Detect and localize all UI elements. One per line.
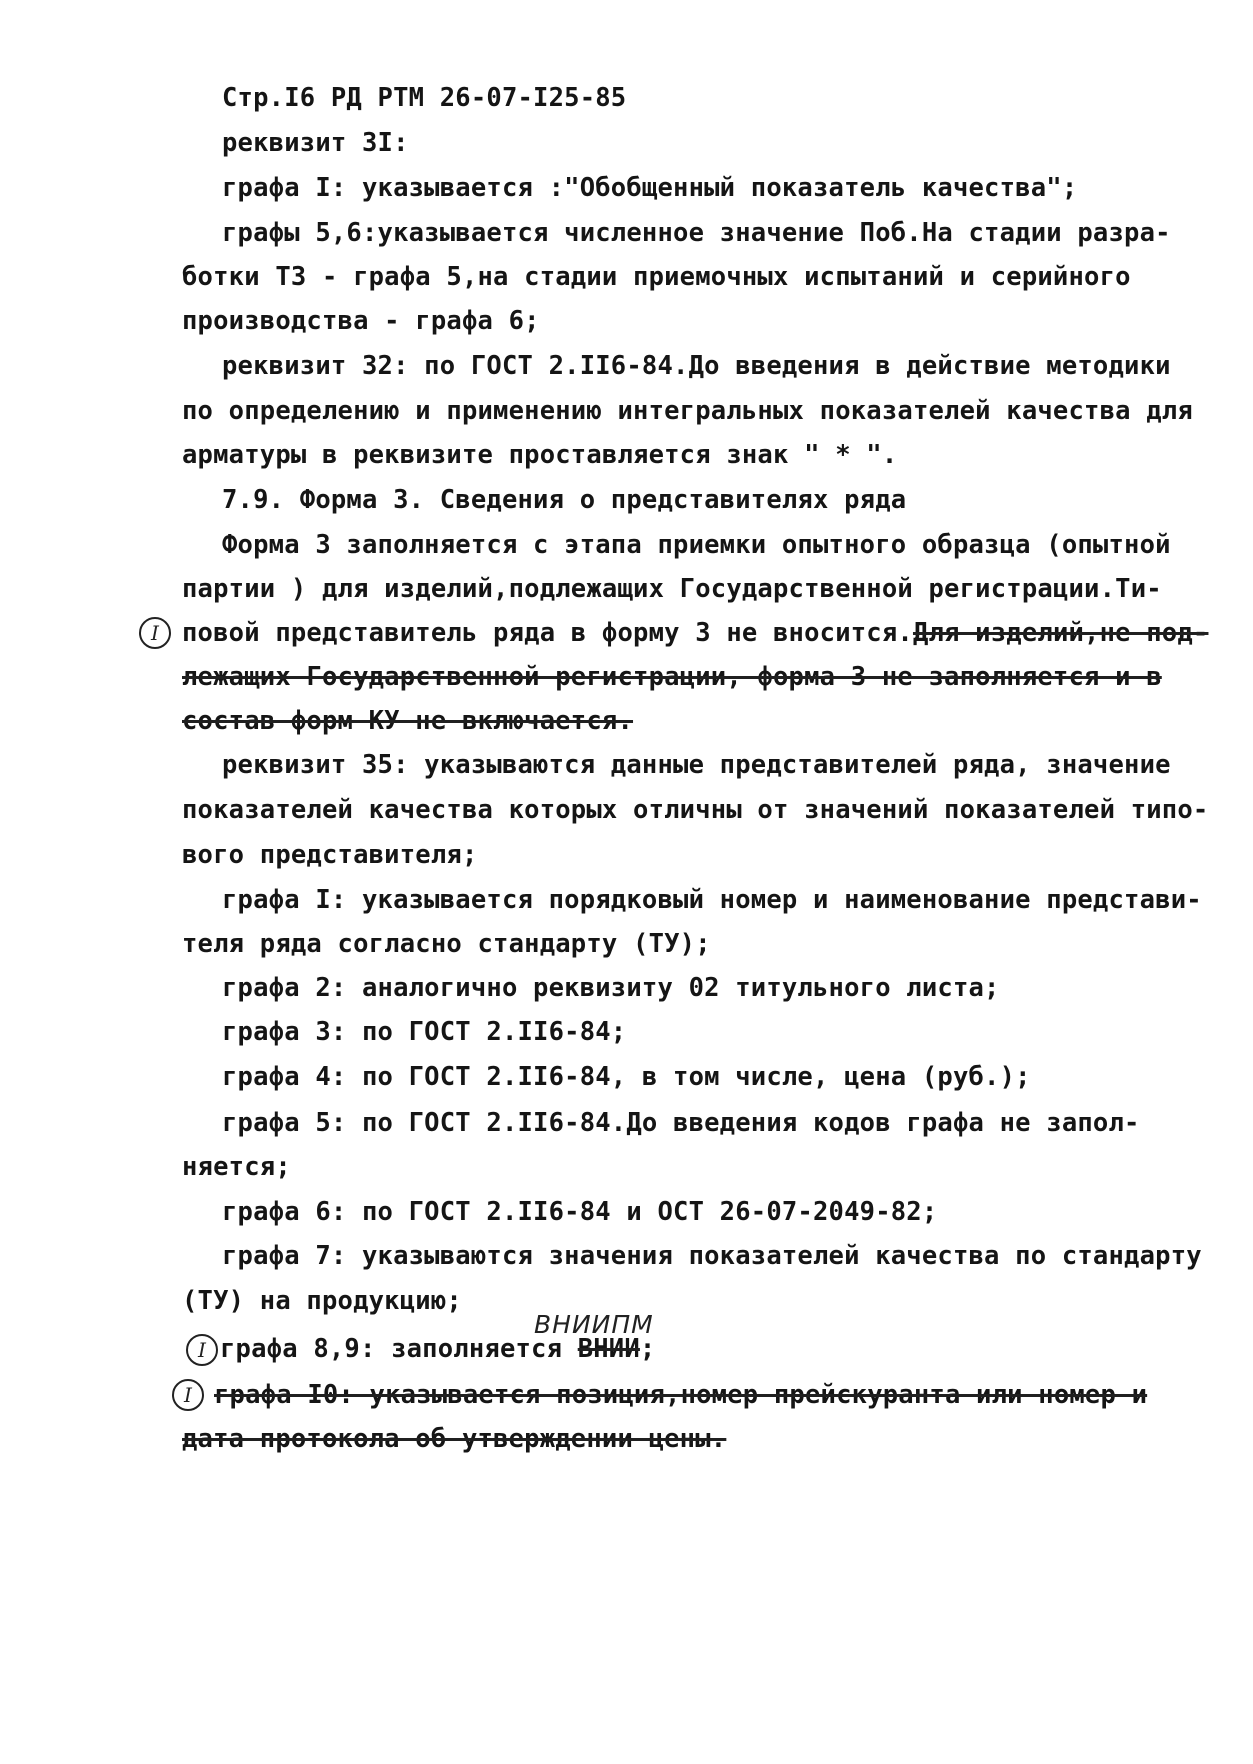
text-line-2: графа I: указывается :"Обобщенный показатель качества"; xyxy=(222,173,1078,203)
text-line-29 xyxy=(220,1334,655,1364)
text-line-6: реквизит 32: по ГОСТ 2.II6-84.До введения в действие методики xyxy=(222,351,1171,381)
text-line-20: теля ряда согласно стандарту (ТУ); xyxy=(182,929,711,959)
text-line-19: графа I: указывается порядковый номер и наименование представи- xyxy=(222,885,1202,915)
text-line-21: графа 2: аналогично реквизиту 02 титульного листа; xyxy=(222,973,1000,1003)
revision-mark: I xyxy=(139,617,171,649)
text-line-4: ботки ТЗ - графа 5,на стадии приемочных испытаний и серийного xyxy=(182,262,1131,292)
struck-text-3: состав форм КУ не включается. xyxy=(182,706,634,736)
text-line-3: графы 5,6:указывается численное значение Поб.На стадии разра- xyxy=(222,218,1171,248)
struck-text-5: дата протокола об утверждении цены. xyxy=(182,1424,727,1454)
text-line-22: графа 3: по ГОСТ 2.II6-84; xyxy=(222,1017,627,1047)
handwritten-correction: ВНИИПМ xyxy=(534,1310,654,1339)
text-line-8: арматуры в реквизите проставляется знак " * ". xyxy=(182,440,898,470)
struck-org-name: ВНИИ xyxy=(577,1334,640,1364)
text-line-24: графа 5: по ГОСТ 2.II6-84.До введения кодов графа не запол- xyxy=(222,1108,1140,1138)
text-line-23: графа 4: по ГОСТ 2.II6-84, в том числе, цена (руб.); xyxy=(222,1062,1031,1092)
text-line-25: няется; xyxy=(182,1152,291,1182)
struck-text-1: Для изделий,не под- xyxy=(912,618,1209,648)
text-line-18: вого представителя; xyxy=(182,840,478,870)
text-line-28: (ТУ) на продукцию; xyxy=(182,1286,462,1316)
page-header: Стр.I6 РД РТМ 26-07-I25-85 xyxy=(222,83,627,113)
text-line-10: Форма 3 заполняется с этапа приемки опытного образца (опытной xyxy=(222,530,1171,560)
text-line-26: графа 6: по ГОСТ 2.II6-84 и ОСТ 26-07-2049-82; xyxy=(222,1197,938,1227)
struck-text-2: лежащих Государственной регистрации, форма 3 не заполняется и в xyxy=(182,662,1162,692)
text-line-27: графа 7: указываются значения показателей качества по стандарту xyxy=(222,1241,1202,1271)
text-line-17: показателей качества которых отличны от значений показателей типо- xyxy=(182,795,1209,825)
text-line-1: реквизит 3I: xyxy=(222,128,409,158)
revision-mark: I xyxy=(186,1334,218,1366)
text-line-12 xyxy=(182,618,1208,648)
text-line-29-kept: графа 8,9: заполняется xyxy=(220,1334,578,1364)
text-line-11: партии ) для изделий,подлежащих Государственной регистрации.Ти- xyxy=(182,574,1162,604)
revision-mark: I xyxy=(172,1379,204,1411)
struck-text-4: графа I0: указывается позиция,номер прейскуранта или номер и xyxy=(214,1380,1148,1410)
text-line-12-kept: повой представитель ряда в форму 3 не вносится. xyxy=(182,618,913,648)
section-heading: 7.9. Форма 3. Сведения о представителях ряда xyxy=(222,485,907,515)
text-line-29-end: ; xyxy=(639,1334,656,1364)
text-line-5: производства - графа 6; xyxy=(182,306,540,336)
text-line-7: по определению и применению интегральных показателей качества для xyxy=(182,396,1193,426)
text-line-16: реквизит 35: указываются данные представителей ряда, значение xyxy=(222,750,1171,780)
